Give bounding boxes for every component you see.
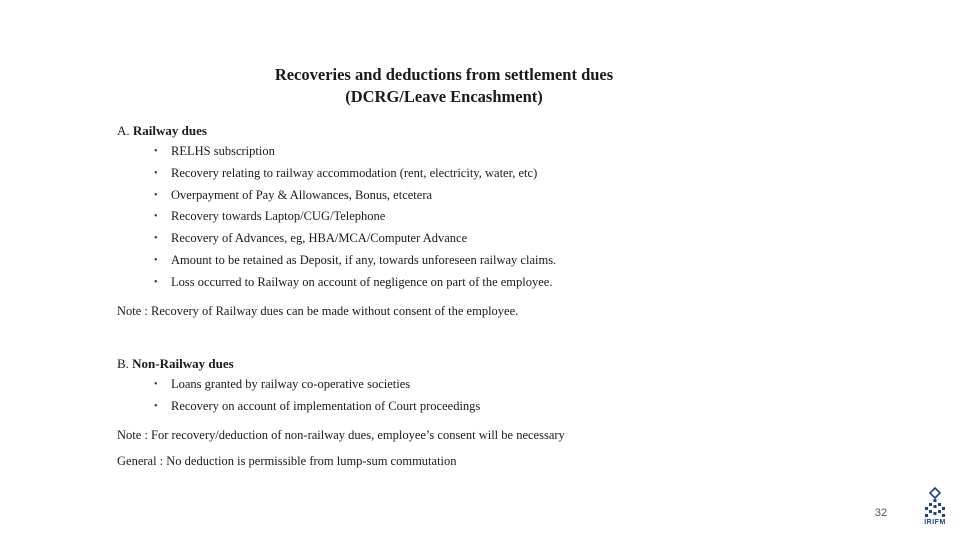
- bullet-icon: •: [154, 211, 158, 223]
- list-item: • Amount to be retained as Deposit, if any, towards unforeseen railway claims.: [154, 250, 556, 272]
- title-line-2: (DCRG/Leave Encashment): [345, 87, 543, 106]
- title-line-1: Recoveries and deductions from settlement dues: [274, 65, 614, 84]
- list-item: • RELHS subscription: [154, 141, 556, 163]
- list-item: • Loss occurred to Railway on account of negligence on part of the employee.: [154, 272, 556, 294]
- section-a-note: Note : Recovery of Railway dues can be made without consent of the employee.: [117, 304, 519, 318]
- list-item: • Recovery towards Laptop/CUG/Telephone: [154, 206, 556, 228]
- bullet-icon: •: [154, 400, 158, 412]
- bullet-icon: •: [154, 254, 158, 266]
- section-b-label: B.: [117, 356, 129, 371]
- section-a-heading: [117, 123, 207, 139]
- list-item: • Recovery relating to railway accommodation (rent, electricity, water, etc): [154, 163, 556, 185]
- slide-title: [0, 64, 888, 108]
- section-b-heading: [117, 356, 234, 372]
- section-b-list: [154, 374, 480, 418]
- list-item: • Loans granted by railway co-operative societies: [154, 374, 480, 396]
- bullet-icon: •: [154, 146, 158, 157]
- bullet-icon: •: [154, 233, 158, 245]
- list-item: • Recovery of Advances, eg, HBA/MCA/Computer Advance: [154, 228, 556, 250]
- logo-text: IRIFM: [924, 519, 946, 526]
- bullet-icon: •: [154, 276, 158, 288]
- list-item: • Overpayment of Pay & Allowances, Bonus, etcetera: [154, 185, 556, 207]
- section-a-title: Railway dues: [132, 123, 207, 138]
- general-note: General : No deduction is permissible from lump-sum commutation: [117, 454, 457, 468]
- page-number: 32: [874, 507, 888, 519]
- list-item: • Recovery on account of implementation of Court proceedings: [154, 396, 480, 418]
- section-b-title: Non-Railway dues: [132, 356, 234, 371]
- section-a-label: A.: [117, 123, 130, 138]
- bullet-icon: •: [154, 189, 158, 201]
- section-b-note: Note : For recovery/deduction of non-railway dues, employee’s consent will be necessary: [117, 428, 565, 442]
- bullet-icon: •: [154, 379, 158, 390]
- section-a-list: [154, 141, 556, 294]
- bullet-icon: •: [154, 167, 158, 179]
